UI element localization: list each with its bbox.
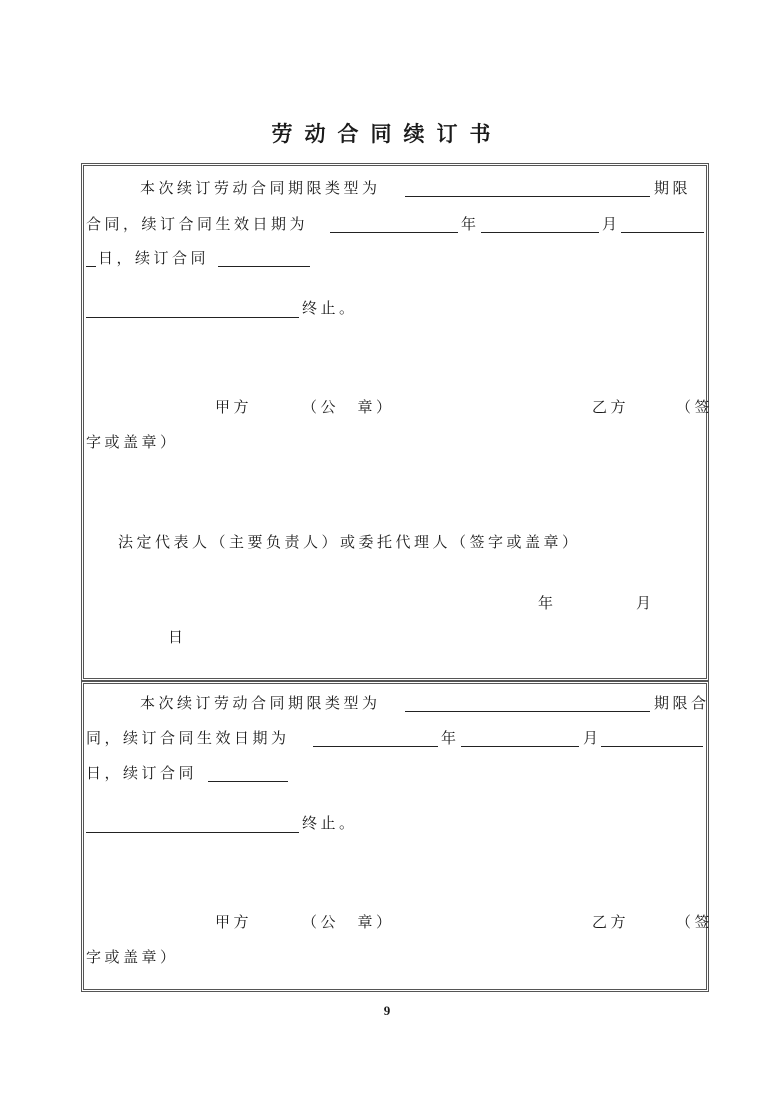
renewal-section-2 <box>81 681 709 992</box>
page-number: 9 <box>383 1003 391 1018</box>
sign-open-label: （签 <box>676 398 714 416</box>
effective-month-blank[interactable] <box>461 746 579 747</box>
renewal-section-1 <box>81 163 709 681</box>
renewal-end-blank[interactable] <box>208 781 288 782</box>
termination-date-blank[interactable] <box>86 317 299 318</box>
effective-year-blank[interactable] <box>313 746 438 747</box>
effective-date-label: 合同，续订合同生效日期为 <box>86 215 309 233</box>
effective-day-blank[interactable] <box>601 746 703 747</box>
official-seal-label: （公 章） <box>302 398 395 416</box>
sign-or-seal-label: 字或盖章） <box>86 433 179 451</box>
sign-or-seal-label: 字或盖章） <box>86 948 179 966</box>
termination-label: 终止。 <box>302 814 358 832</box>
renewal-end-blank[interactable] <box>218 266 310 267</box>
termination-date-blank[interactable] <box>86 832 299 833</box>
effective-year-blank[interactable] <box>330 232 458 233</box>
contract-type-label: 本次续订劳动合同期限类型为 <box>140 694 381 712</box>
legal-representative-label: 法定代表人（主要负责人）或委托代理人（签字或盖章） <box>118 533 581 551</box>
renewal-end-label: 日，续订合同 <box>86 764 198 782</box>
term-suffix-label: 期限 <box>654 179 692 197</box>
effective-date-label: 同，续订合同生效日期为 <box>86 729 290 747</box>
year-label: 年 <box>461 215 480 233</box>
party-a-label: 甲方 <box>215 398 253 416</box>
sign-open-label: （签 <box>676 913 714 931</box>
contract-type-blank[interactable] <box>405 711 650 712</box>
sign-date-day: 日 <box>168 628 187 646</box>
sign-date-month: 月 <box>636 594 655 612</box>
contract-type-label: 本次续订劳动合同期限类型为 <box>140 179 381 197</box>
termination-label: 终止。 <box>302 299 358 317</box>
document-title: 劳动合同续订书 <box>271 122 503 146</box>
effective-month-blank[interactable] <box>481 232 599 233</box>
term-suffix-label: 期限合 <box>654 694 710 712</box>
year-label: 年 <box>441 729 460 747</box>
contract-type-blank[interactable] <box>405 196 650 197</box>
official-seal-label: （公 章） <box>302 913 395 931</box>
sign-date-year: 年 <box>538 594 557 612</box>
party-b-label: 乙方 <box>592 398 630 416</box>
month-label: 月 <box>602 215 621 233</box>
effective-day-blank[interactable] <box>621 232 704 233</box>
renewal-end-label: 日，续订合同 <box>98 249 210 267</box>
effective-day-blank-cont[interactable] <box>86 266 96 267</box>
party-a-label: 甲方 <box>215 913 253 931</box>
month-label: 月 <box>583 729 602 747</box>
party-b-label: 乙方 <box>592 913 630 931</box>
